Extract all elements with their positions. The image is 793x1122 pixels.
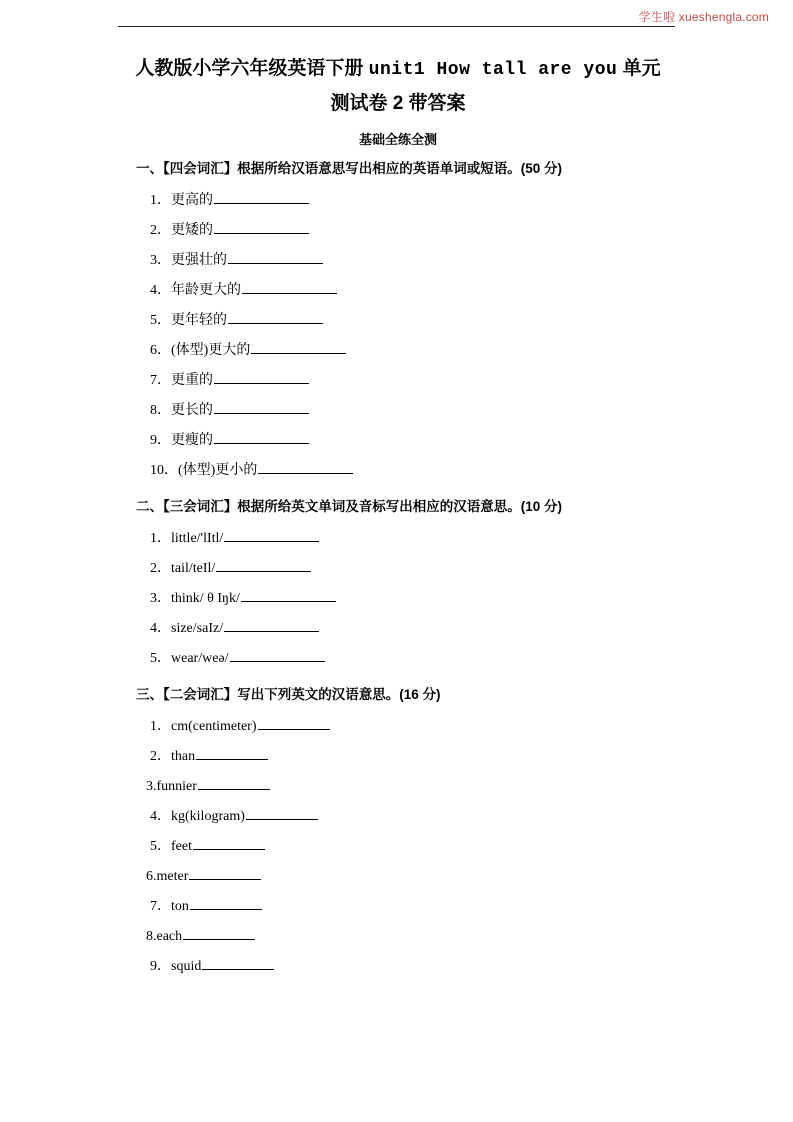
item-text: kg(kilogram) bbox=[171, 809, 245, 824]
list-item bbox=[150, 952, 668, 982]
item-number: 3． bbox=[150, 253, 171, 268]
item-number: 3． bbox=[150, 591, 171, 606]
list-item bbox=[150, 614, 668, 644]
item-number: 5． bbox=[150, 313, 171, 328]
answer-blank[interactable] bbox=[216, 557, 311, 572]
item-text: than bbox=[171, 749, 196, 764]
item-text: little/'lItl/ bbox=[171, 531, 224, 546]
list-item bbox=[150, 396, 668, 426]
list-item bbox=[150, 802, 668, 832]
item-text: feet bbox=[171, 839, 192, 854]
answer-blank[interactable] bbox=[230, 647, 325, 662]
item-number: 4． bbox=[150, 283, 171, 298]
item-text: 更年轻的 bbox=[171, 313, 227, 328]
item-number: 1． bbox=[150, 719, 171, 734]
page-title-part-en: unit1 How tall are you bbox=[368, 60, 618, 80]
item-text: 更瘦的 bbox=[171, 433, 213, 448]
list-item bbox=[150, 246, 668, 276]
item-text: (体型)更小的 bbox=[178, 463, 258, 478]
item-text: tail/teIl/ bbox=[171, 561, 216, 576]
item-number: 8． bbox=[150, 403, 171, 418]
list-item bbox=[150, 554, 668, 584]
list-item bbox=[150, 186, 668, 216]
list-item bbox=[150, 276, 668, 306]
answer-blank[interactable] bbox=[241, 587, 336, 602]
item-number: 1． bbox=[150, 193, 171, 208]
answer-blank[interactable] bbox=[228, 249, 323, 264]
section-heading-2: 二、【三会词汇】根据所给英文单词及音标写出相应的汉语意思。(10 分) bbox=[136, 499, 563, 514]
answer-blank[interactable] bbox=[258, 459, 353, 474]
answer-blank[interactable] bbox=[214, 219, 309, 234]
answer-blank[interactable] bbox=[183, 925, 255, 940]
answer-blank[interactable] bbox=[228, 309, 323, 324]
page-title-part-1: 人教版小学六年级英语下册 bbox=[135, 58, 369, 79]
answer-blank[interactable] bbox=[190, 895, 262, 910]
list-item bbox=[150, 584, 668, 614]
item-text: squid bbox=[171, 959, 202, 974]
header-divider-line bbox=[118, 26, 675, 27]
item-number: 7． bbox=[150, 899, 171, 914]
answer-blank[interactable] bbox=[214, 399, 309, 414]
answer-blank[interactable] bbox=[224, 527, 319, 542]
answer-blank[interactable] bbox=[258, 715, 330, 730]
item-text: size/saIz/ bbox=[171, 621, 224, 636]
list-item bbox=[146, 862, 668, 892]
item-number: 8. bbox=[146, 929, 157, 944]
page-title-line-2: 测试卷 2 带答案 bbox=[330, 93, 466, 114]
item-text: funnier bbox=[156, 779, 197, 794]
item-text: 更长的 bbox=[171, 403, 213, 418]
answer-blank[interactable] bbox=[251, 339, 346, 354]
answer-blank[interactable] bbox=[242, 279, 337, 294]
section-heading-1: 一、【四会词汇】根据所给汉语意思写出相应的英语单词或短语。(50 分) bbox=[136, 161, 563, 176]
list-item bbox=[146, 922, 668, 952]
item-number: 4． bbox=[150, 809, 171, 824]
answer-blank[interactable] bbox=[193, 835, 265, 850]
item-number: 9． bbox=[150, 433, 171, 448]
item-number: 6． bbox=[150, 343, 171, 358]
list-item bbox=[150, 892, 668, 922]
item-text: each bbox=[156, 929, 183, 944]
item-text: wear/weə/ bbox=[171, 651, 229, 666]
item-text: cm(centimeter) bbox=[171, 719, 257, 734]
item-number: 10． bbox=[150, 463, 178, 478]
item-number: 1． bbox=[150, 531, 171, 546]
answer-blank[interactable] bbox=[196, 745, 268, 760]
list-item bbox=[150, 366, 668, 396]
list-item bbox=[150, 336, 668, 366]
page-title bbox=[128, 52, 668, 121]
answer-blank[interactable] bbox=[189, 865, 261, 880]
answer-blank[interactable] bbox=[214, 429, 309, 444]
item-text: think/ θ Iŋk/ bbox=[171, 591, 240, 606]
answer-blank[interactable] bbox=[214, 369, 309, 384]
item-text: (体型)更大的 bbox=[171, 343, 251, 358]
item-number: 7． bbox=[150, 373, 171, 388]
item-text: 更高的 bbox=[171, 193, 213, 208]
list-item bbox=[150, 712, 668, 742]
document-subtitle: 基础全练全测 bbox=[358, 132, 437, 147]
item-text: 更重的 bbox=[171, 373, 213, 388]
list-item bbox=[150, 742, 668, 772]
answer-blank[interactable] bbox=[224, 617, 319, 632]
item-text: 更矮的 bbox=[171, 223, 213, 238]
list-item bbox=[150, 644, 668, 674]
item-number: 2． bbox=[150, 749, 171, 764]
site-watermark: 学生啦 xueshengla.com bbox=[638, 10, 769, 24]
list-item bbox=[146, 772, 668, 802]
item-number: 9． bbox=[150, 959, 171, 974]
item-number: 5． bbox=[150, 839, 171, 854]
document-body bbox=[128, 52, 668, 982]
answer-blank[interactable] bbox=[198, 775, 270, 790]
answer-blank[interactable] bbox=[214, 189, 309, 204]
list-item bbox=[150, 832, 668, 862]
list-item bbox=[150, 524, 668, 554]
item-text: meter bbox=[156, 869, 189, 884]
list-item bbox=[150, 456, 668, 486]
list-item bbox=[150, 426, 668, 456]
item-number: 4． bbox=[150, 621, 171, 636]
item-number: 2． bbox=[150, 223, 171, 238]
item-text: ton bbox=[171, 899, 189, 914]
list-item bbox=[150, 216, 668, 246]
item-number: 3. bbox=[146, 779, 157, 794]
item-number: 2． bbox=[150, 561, 171, 576]
item-text: 更强壮的 bbox=[171, 253, 227, 268]
section-heading-3: 三、【二会词汇】写出下列英文的汉语意思。(16 分) bbox=[136, 687, 441, 702]
item-number: 6. bbox=[146, 869, 157, 884]
item-text: 年龄更大的 bbox=[171, 283, 241, 298]
list-item bbox=[150, 306, 668, 336]
answer-blank[interactable] bbox=[202, 955, 274, 970]
item-number: 5． bbox=[150, 651, 171, 666]
page-title-part-2: 单元 bbox=[617, 58, 661, 79]
answer-blank[interactable] bbox=[246, 805, 318, 820]
